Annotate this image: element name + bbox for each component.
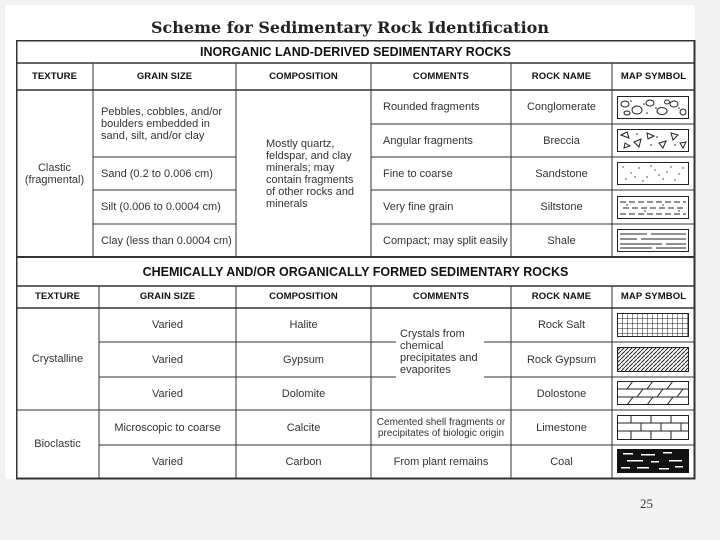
comment-evaporites: Crystals from chemical precipitates and evaporites (396, 323, 484, 381)
grain-clay: Clay (less than 0.0004 cm) (101, 234, 232, 247)
grain-carbon: Varied (152, 455, 183, 468)
comment-very-fine: Very fine grain (383, 201, 454, 213)
comment-rounded: Rounded fragments (383, 101, 480, 113)
texture-crystalline: Crystalline (31, 353, 84, 365)
rock-breccia: Breccia (543, 134, 580, 147)
col-header-composition-2: COMPOSITION (269, 291, 338, 302)
limestone-symbol (617, 415, 689, 440)
col-header-texture: TEXTURE (31, 70, 78, 82)
grain-calcite: Microscopic to coarse (114, 421, 221, 434)
composition-dolomite: Dolomite (281, 387, 326, 400)
rock-gypsum-symbol (617, 347, 689, 372)
rock-rock-salt: Rock Salt (537, 319, 586, 331)
composition-gypsum: Gypsum (283, 353, 324, 366)
comment-cemented-shell: Cemented shell fragments or precipitates of biologic origin (376, 416, 506, 439)
conglomerate-symbol (617, 96, 689, 119)
grain-gypsum: Varied (152, 353, 183, 366)
col-header-comments-2: COMMENTS (412, 291, 470, 302)
col-header-map-symbol: MAP SYMBOL (620, 70, 687, 82)
dolostone-symbol (617, 381, 689, 405)
col-header-comments: COMMENTS (412, 70, 470, 82)
rock-conglomerate: Conglomerate (526, 101, 597, 113)
rock-dolostone: Dolostone (536, 387, 587, 400)
texture-bioclastic: Bioclastic (34, 438, 81, 450)
col-header-grain-size: GRAIN SIZE (136, 70, 193, 82)
chemical-heading: CHEMICALLY AND/OR ORGANICALLY FORMED SEDIMENTARY ROCKS (142, 264, 569, 279)
composition-clastic: Mostly quartz, feldspar, and clay minerals; may contain fragments of other rocks and minerals (266, 137, 355, 210)
rock-salt-symbol (617, 313, 689, 337)
comment-angular: Angular fragments (383, 134, 473, 147)
rock-shale: Shale (547, 234, 576, 247)
grain-dolomite: Varied (152, 387, 183, 400)
texture-clastic: Clastic (fragmental) (24, 161, 85, 186)
composition-halite: Halite (289, 319, 318, 331)
grain-halite: Varied (152, 319, 183, 331)
rock-sandstone: Sandstone (535, 167, 588, 180)
comment-fine-coarse: Fine to coarse (383, 167, 453, 180)
grain-silt: Silt (0.006 to 0.0004 cm) (101, 201, 221, 213)
sandstone-symbol (617, 162, 689, 185)
rock-siltstone: Siltstone (540, 201, 583, 213)
siltstone-symbol (617, 196, 689, 219)
rock-limestone: Limestone (536, 421, 587, 434)
page-number: 25 (640, 496, 653, 511)
comment-plant-remains: From plant remains (393, 455, 489, 468)
composition-carbon: Carbon (285, 455, 322, 468)
col-header-rock-name-2: ROCK NAME (531, 291, 592, 302)
shale-symbol (617, 229, 689, 252)
coal-symbol (617, 449, 689, 473)
composition-calcite: Calcite (286, 421, 321, 434)
rock-rock-gypsum: Rock Gypsum (526, 353, 597, 366)
breccia-symbol (617, 129, 689, 152)
grain-sand: Sand (0.2 to 0.006 cm) (101, 167, 213, 180)
col-header-grain-size-2: GRAIN SIZE (139, 291, 196, 302)
grain-pebbles: Pebbles, cobbles, and/or boulders embedded in sand, silt, and/or clay (101, 105, 223, 142)
inorganic-heading: INORGANIC LAND-DERIVED SEDIMENTARY ROCKS (200, 44, 511, 59)
col-header-texture-2: TEXTURE (34, 291, 81, 302)
page-title: Scheme for Sedimentary Rock Identification (151, 18, 549, 37)
comment-compact: Compact; may split easily (383, 234, 508, 247)
rock-identification-sheet (5, 5, 695, 479)
col-header-map-symbol-2: MAP SYMBOL (620, 291, 687, 302)
col-header-rock-name: ROCK NAME (531, 70, 592, 82)
rock-coal: Coal (550, 455, 573, 468)
col-header-composition: COMPOSITION (269, 70, 338, 82)
